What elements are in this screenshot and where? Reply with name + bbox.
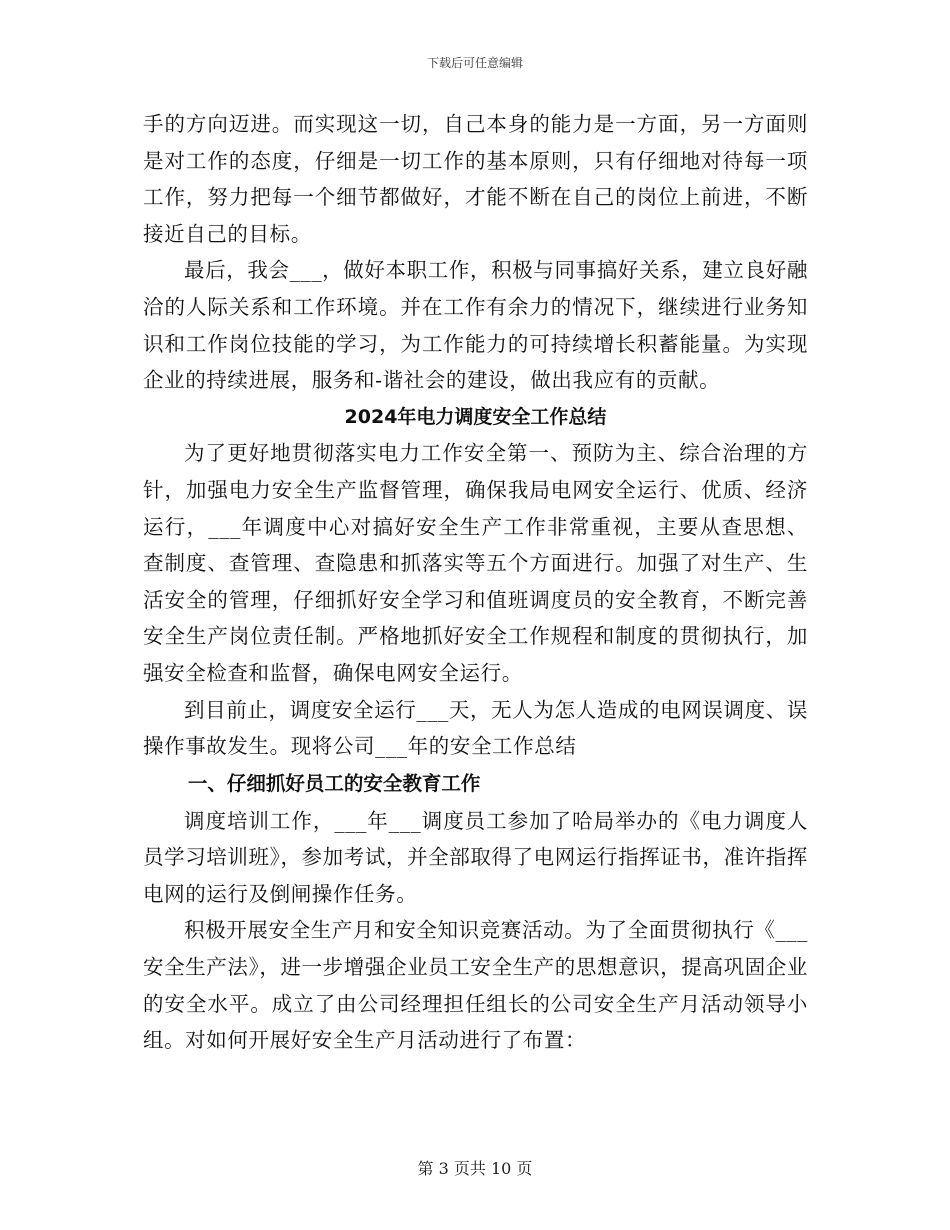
paragraph-continuation: 手的方向迈进。而实现这一切，自己本身的能力是一方面，另一方面则是对工作的态度，仔细是一切工作的基本原则，只有仔细地对待每一项工作，努力把每一个细节都做好，才能不断在自己的岗位上前进，不断接近自己的目标。 bbox=[143, 112, 808, 246]
paragraph-training: 调度培训工作，___年___调度员工参加了哈局举办的《电力调度人员学习培训班》，参加考试，并全部取得了电网运行指挥证书，准许指挥电网的运行及倒闸操作任务。 bbox=[143, 808, 808, 906]
document-title: 2024年电力调度安全工作总结 bbox=[344, 405, 607, 428]
paragraph-closing: 最后，我会___，做好本职工作，积极与同事搞好关系，建立良好融洽的人际关系和工作环境。并在工作有余力的情况下，继续进行业务知识和工作岗位技能的学习，为工作能力的可持续增长积蓄能量。为实现企业的持续进展，服务和-谐社会的建设，做出我应有的贡献。 bbox=[143, 258, 808, 393]
section-heading: 一、仔细抓好员工的安全教育工作 bbox=[187, 771, 481, 795]
page-header: 下载后可任意编辑 bbox=[426, 56, 523, 70]
paragraph-intro: 为了更好地贯彻落实电力工作安全第一、预防为主、综合治理的方针，加强电力安全生产监督管理，确保我局电网安全运行、优质、经济运行，___年调度中心对搞好安全生产工作非常重视，主要从查思想、查制度、查管理、查隐患和抓落实等五个方面进行。加强了对生产、生活安全的管理，仔细抓好安全学习和值班调度员的安全教育，不断完善安全生产岗位责任制。严格地抓好安全工作规程和制度的贯彻执行，加强安全检查和监督，确保电网安全运行。 bbox=[143, 441, 808, 685]
document-body bbox=[143, 106, 808, 1059]
paragraph-summary: 到目前止，调度安全运行___天，无人为怎人造成的电网误调度、误操作事故发生。现将公司___年的安全工作总结 bbox=[143, 697, 808, 759]
page-number: 第 3 页共 10 页 bbox=[417, 1159, 533, 1178]
paragraph-activities: 积极开展安全生产月和安全知识竞赛活动。为了全面贯彻执行《___安全生产法》，进一步增强企业员工安全生产的思想意识，提高巩固企业的安全水平。成立了由公司经理担任组长的公司安全生产月活动领导小组。对如何开展好安全生产月活动进行了布置： bbox=[143, 918, 808, 1053]
